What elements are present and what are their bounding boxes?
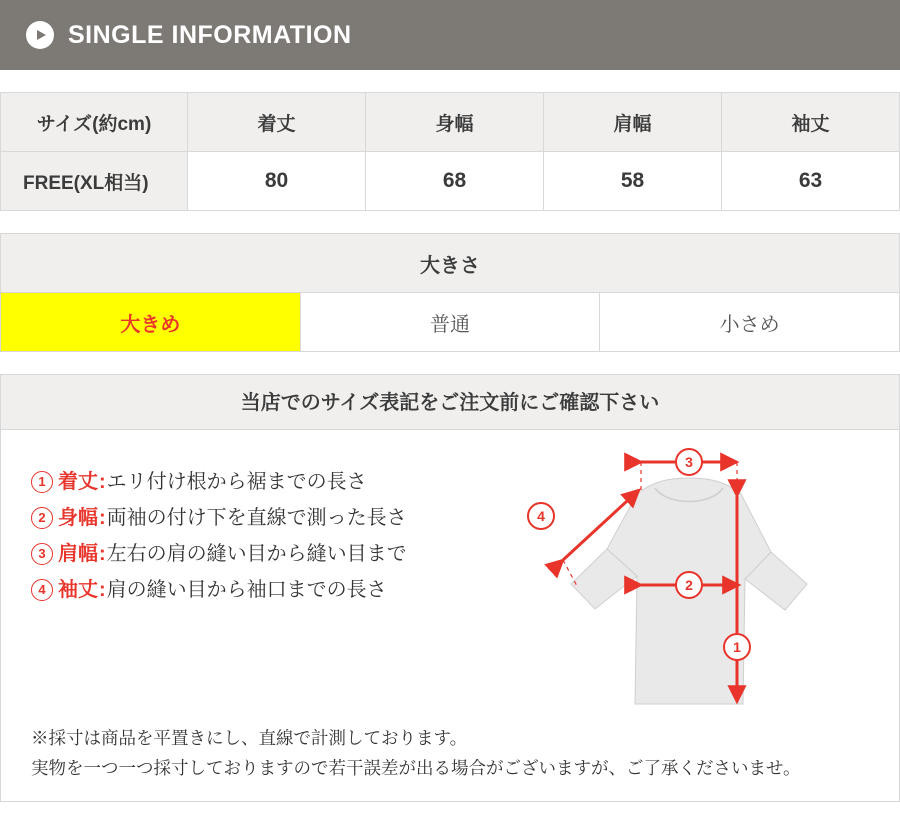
table-row bbox=[1, 152, 900, 211]
column-header-sleeve: 袖丈 bbox=[722, 93, 900, 152]
note-heading: 当店でのサイズ表記をご注文前にご確認下さい bbox=[0, 374, 900, 430]
table-header-row bbox=[1, 93, 900, 152]
size-table bbox=[0, 92, 900, 211]
garment-measurement-diagram bbox=[455, 434, 885, 749]
fit-options-row bbox=[1, 293, 900, 352]
badge-number-2-icon: 2 bbox=[31, 507, 53, 529]
legend-sep-2: : bbox=[99, 507, 106, 529]
column-header-length: 着丈 bbox=[188, 93, 366, 152]
legend-term-1: 着丈 bbox=[58, 471, 98, 493]
badge-number-4-icon: 4 bbox=[31, 579, 53, 601]
size-table-section bbox=[0, 92, 900, 211]
badge-number-3-icon: 3 bbox=[31, 543, 53, 565]
fit-table bbox=[0, 233, 900, 352]
footnote-line-1: ※採寸は商品を平置きにし、直線で計測しております。 bbox=[31, 728, 468, 748]
legend-desc-3: 左右の肩の縫い目から縫い目まで bbox=[106, 543, 407, 565]
fit-option-small: 小さめ bbox=[600, 293, 900, 352]
legend-term-2: 身幅 bbox=[58, 507, 98, 529]
footnote-line-2: 実物を一つ一つ採寸しておりますので若干誤差が出る場合がございますが、ご了承くださいませ。 bbox=[31, 758, 801, 778]
measurement-footnote bbox=[31, 723, 800, 783]
fit-option-normal: 普通 bbox=[300, 293, 600, 352]
legend-sep-1: : bbox=[99, 471, 106, 493]
play-triangle-icon bbox=[26, 21, 54, 49]
column-header-measure: サイズ(約cm) bbox=[1, 93, 188, 152]
legend-item-1 bbox=[31, 464, 461, 500]
legend-desc-1: エリ付け根から裾までの長さ bbox=[106, 471, 367, 493]
fit-option-large: 大きめ bbox=[1, 293, 301, 352]
svg-text:2: 2 bbox=[685, 577, 693, 593]
cell-length: 80 bbox=[188, 152, 366, 211]
column-header-shoulder: 肩幅 bbox=[544, 93, 722, 152]
row-header-size: FREE(XL相当) bbox=[1, 152, 188, 211]
badge-number-1-icon: 1 bbox=[31, 471, 53, 493]
legend-sep-4: : bbox=[99, 579, 106, 601]
note-body bbox=[0, 430, 900, 802]
legend-desc-4: 肩の縫い目から袖口までの長さ bbox=[106, 579, 387, 601]
legend-item-3 bbox=[31, 536, 461, 572]
column-header-width: 身幅 bbox=[366, 93, 544, 152]
fit-section bbox=[0, 233, 900, 352]
legend-sep-3: : bbox=[99, 543, 106, 565]
page-header bbox=[0, 0, 900, 70]
svg-text:4: 4 bbox=[537, 508, 545, 524]
legend-item-2 bbox=[31, 500, 461, 536]
svg-text:1: 1 bbox=[733, 639, 741, 655]
legend-item-4 bbox=[31, 572, 461, 608]
legend-term-3: 肩幅 bbox=[58, 543, 98, 565]
svg-text:3: 3 bbox=[685, 454, 693, 470]
fit-title-row bbox=[1, 234, 900, 293]
measurement-legend bbox=[31, 464, 461, 608]
cell-width: 68 bbox=[366, 152, 544, 211]
cell-shoulder: 58 bbox=[544, 152, 722, 211]
cell-sleeve: 63 bbox=[722, 152, 900, 211]
legend-desc-2: 両袖の付け下を直線で測った長さ bbox=[106, 507, 407, 529]
page-title: SINGLE INFORMATION bbox=[68, 20, 352, 49]
legend-term-4: 袖丈 bbox=[58, 579, 98, 601]
fit-title: 大きさ bbox=[1, 234, 900, 293]
measurement-note-section bbox=[0, 374, 900, 802]
